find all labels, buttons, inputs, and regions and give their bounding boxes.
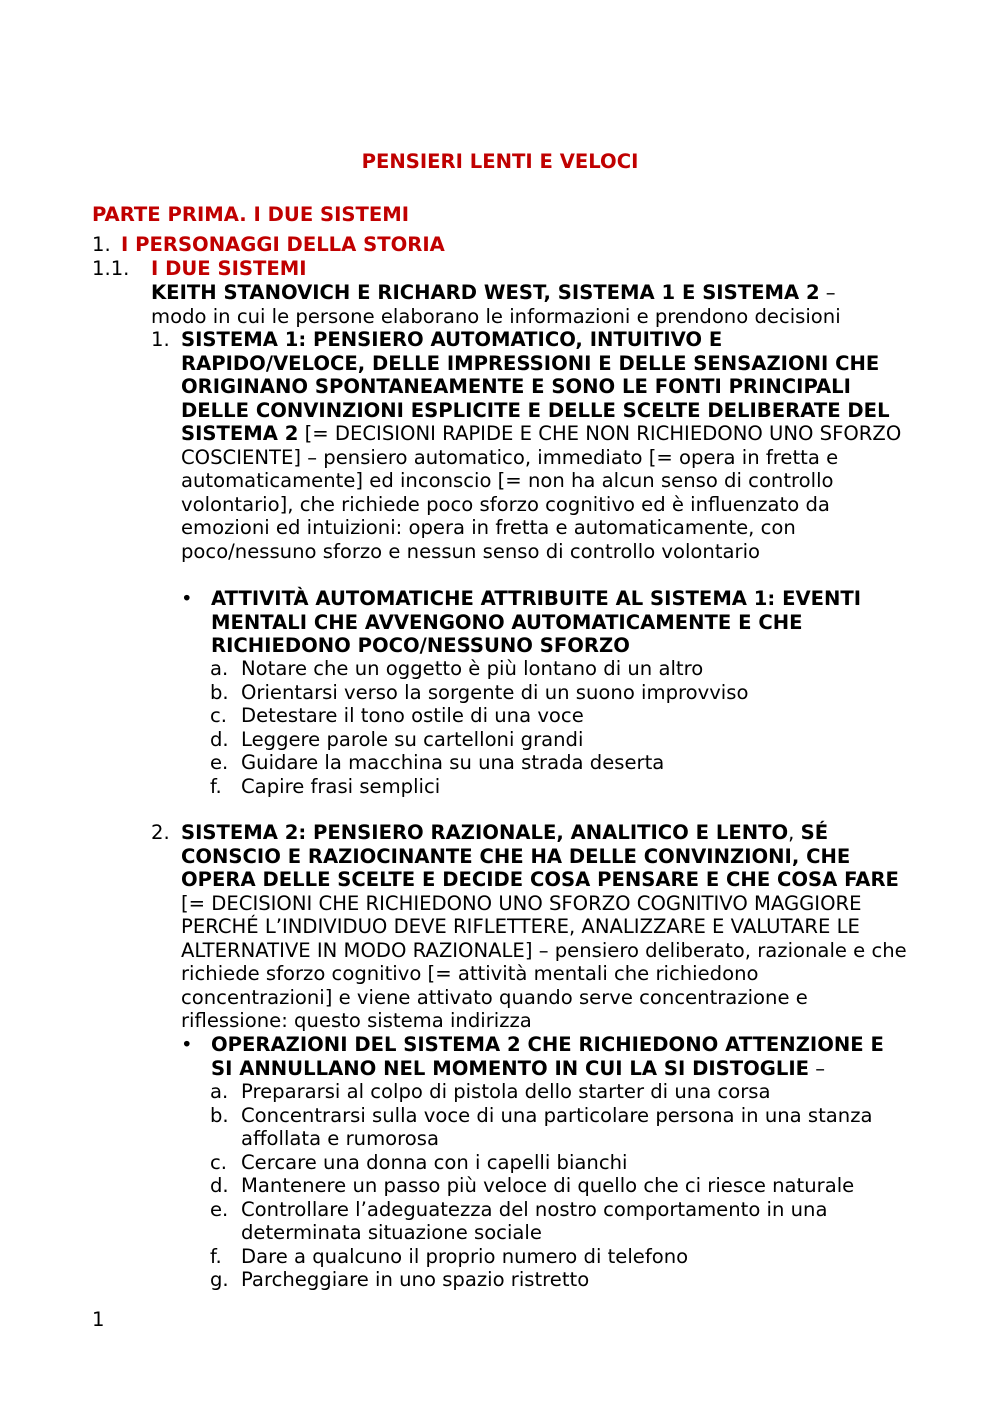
chapter-title: I PERSONAGGI DELLA STORIA (121, 233, 445, 256)
list-item: f. Capire frasi semplici (210, 774, 441, 798)
list-item: d. Mantenere un passo più veloce di quello che ci riesce naturale (210, 1174, 855, 1197)
intro-bold: KEITH STANOVICH E RICHARD WEST, SISTEMA 1 E SISTEMA 2 (151, 281, 820, 304)
list-item: c. Cercare una donna con i capelli bianchi (210, 1150, 628, 1174)
system1-paragraph (181, 328, 911, 563)
list-item: e. Guidare la macchina su una strada deserta (210, 751, 665, 774)
system1-text: [= DECISIONI RAPIDE E CHE NON RICHIEDONO UNO SFORZO COSCIENTE] – pensiero automatico, immediato [= opera in fretta e automaticamente] ed inconscio [= non ha alcun senso di controllo volontario], che richiede poco sforzo cognitivo ed è influenzato da emozioni ed intuizioni: opera in fretta e automaticamente, con poco/nessuno sforzo e nessun senso di controllo volontario (181, 422, 902, 563)
list-item: b. Concentrarsi sulla voce di una particolare persona in una stanza affollata e rumorosa (210, 1103, 873, 1150)
system2-bullet-bold: OPERAZIONI DEL SISTEMA 2 CHE RICHIEDONO ATTENZIONE E SI ANNULLANO NEL MOMENTO IN CUI LA SI DISTOGLIE (211, 1033, 884, 1080)
list-item: c. Detestare il tono ostile di una voce (210, 704, 584, 727)
page-number: 1 (92, 1308, 105, 1331)
section-title: I DUE SISTEMI (151, 257, 307, 280)
system2-operation-list (210, 1080, 900, 1292)
intro-text: – modo in cui le persone elaborano le informazioni e prendono decisioni (151, 281, 841, 328)
system2-comma: , (788, 821, 801, 844)
system2-bold-2: SÉ CONSCIO E RAZIOCINANTE CHE HA DELLE CONVINZIONI, CHE OPERA DELLE SCELTE E DECIDE COSA PENSARE E CHE COSA FARE (181, 821, 899, 891)
list-item: a. Prepararsi al colpo di pistola dello starter di una corsa (210, 1080, 771, 1103)
system2-number: 2. (151, 821, 170, 844)
section-number: 1.1. (92, 257, 130, 280)
intro-paragraph (151, 281, 891, 328)
chapter-heading (92, 233, 445, 257)
list-item: f. Dare a qualcuno il proprio numero di telefono (210, 1244, 689, 1268)
bullet-icon: • (181, 587, 193, 610)
list-item: d. Leggere parole su cartelloni grandi (210, 727, 584, 751)
list-item: b. Orientarsi verso la sorgente di un suono improvviso (210, 680, 749, 704)
system1-bullet: ATTIVITÀ AUTOMATICHE ATTRIBUITE AL SISTEMA 1: EVENTI MENTALI CHE AVVENGONO AUTOMATICAMENTE E CHE RICHIEDONO POCO/NESSUNO SFORZO (211, 587, 862, 657)
list-item: e. Controllare l’adeguatezza del nostro comportamento in una determinata situazione sociale (210, 1197, 828, 1244)
system1-number: 1. (151, 328, 170, 351)
document-title: PENSIERI LENTI E VELOCI (361, 150, 639, 173)
list-item: g. Parcheggiare in uno spazio ristretto (210, 1268, 590, 1291)
system2-text: [= DECISIONI CHE RICHIEDONO UNO SFORZO COGNITIVO MAGGIORE PERCHÉ L’INDIVIDUO DEVE RIFLETTERE, ANALIZZARE E VALUTARE LE ALTERNATIVE IN MODO RAZIONALE] – pensiero deliberato, razionale e che richiede sforzo cognitivo [= attività mentali che richiedono concentrazioni] e viene attivato quando serve concentrazione e riflessione: questo sistema indirizza (181, 891, 907, 1032)
system2-bold-1: SISTEMA 2: PENSIERO RAZIONALE, ANALITICO E LENTO (181, 821, 789, 844)
chapter-number: 1. (92, 233, 111, 256)
system2-bullet-tail: – (809, 1056, 826, 1080)
part-heading: PARTE PRIMA. I DUE SISTEMI (92, 203, 410, 226)
system2-paragraph (181, 821, 911, 1033)
section-heading (92, 257, 307, 281)
list-item: a. Notare che un oggetto è più lontano di un altro (210, 657, 704, 680)
system1-activity-list (210, 657, 900, 798)
bullet-icon: • (181, 1033, 193, 1056)
system2-bullet (211, 1033, 911, 1080)
system1-bold: SISTEMA 1: PENSIERO AUTOMATICO, INTUITIVO E RAPIDO/VELOCE, DELLE IMPRESSIONI E DELLE SENSAZIONI CHE ORIGINANO SPONTANEAMENTE E SONO LE FONTI PRINCIPALI DELLE CONVINZIONI ESPLICITE E DELLE SCELTE DELIBERATE DEL SISTEMA 2 (181, 328, 890, 445)
